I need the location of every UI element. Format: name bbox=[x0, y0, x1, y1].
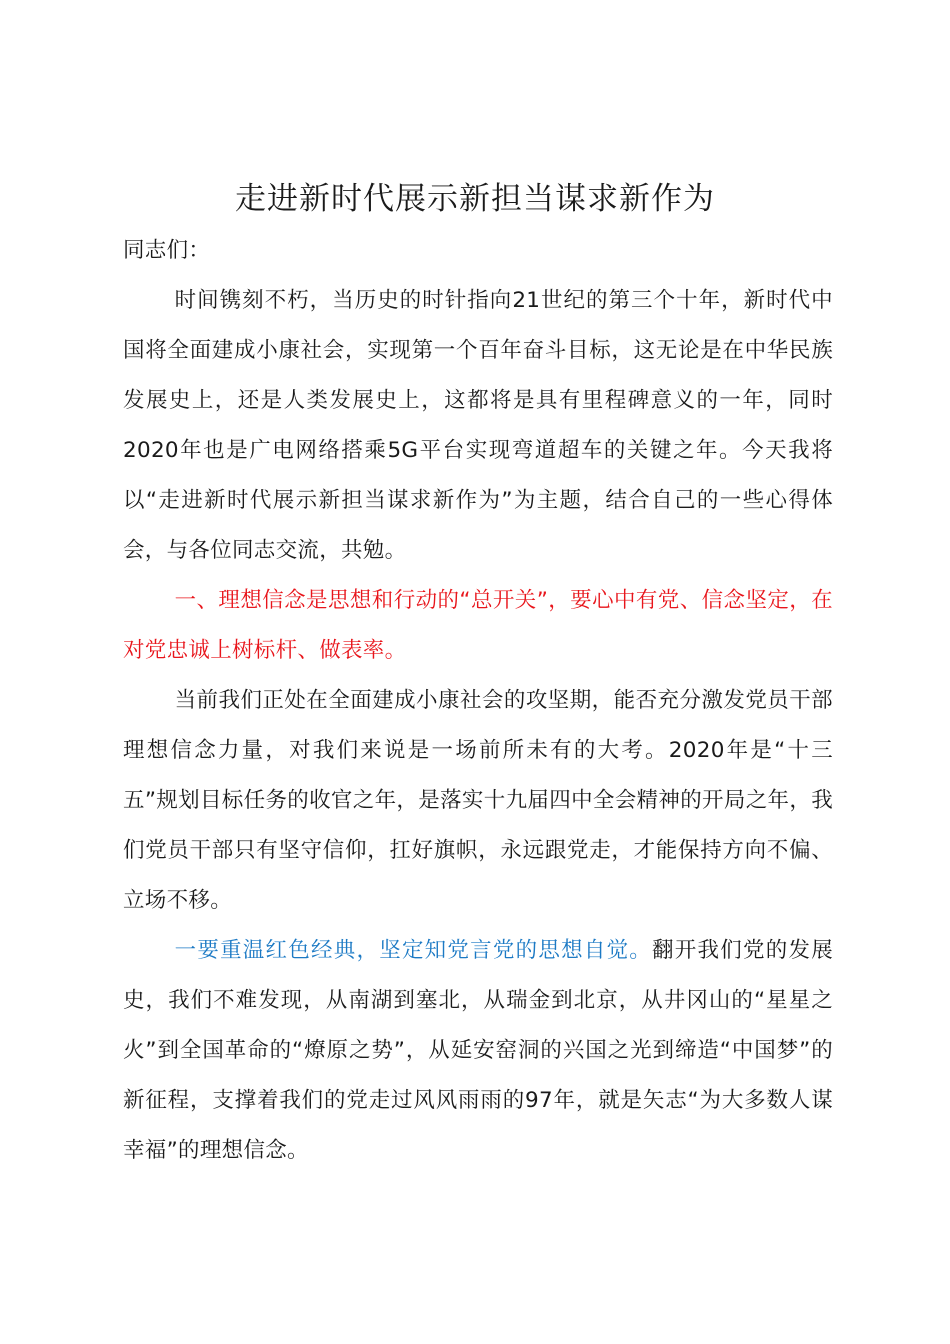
section-heading-1: 一、理想信念是思想和行动的“总开关”，要心中有党、信念坚定，在对党忠诚上树标杆、做表率。 bbox=[123, 588, 833, 663]
document-title: 走进新时代展示新担当谋求新作为 bbox=[235, 181, 715, 217]
point-1-lead: 一要重温红色经典，坚定知党言党的思想自觉。 bbox=[174, 938, 653, 963]
paragraph-section-1: 当前我们正处在全面建成小康社会的攻坚期，能否充分激发党员干部理想信念力量，对我们来说是一场前所未有的大考。2020年是“十三五”规划目标任务的收官之年，是落实十九届四中全会精神的开局之年，我们党员干部只有坚守信仰，扛好旗帜，永远跟党走，才能保持方向不偏、立场不移。 bbox=[123, 688, 833, 913]
paragraph-intro: 时间镌刻不朽，当历史的时针指向21世纪的第三个十年，新时代中国将全面建成小康社会，实现第一个百年奋斗目标，这无论是在中华民族发展史上，还是人类发展史上，这都将是具有里程碑意义的一年，同时2020年也是广电网络搭乘5G平台实现弯道超车的关键之年。今天我将以“走进新时代展示新担当谋求新作为”为主题，结合自己的一些心得体会，与各位同志交流，共勉。 bbox=[123, 288, 833, 563]
paragraph-point-1 bbox=[123, 926, 833, 1176]
document-body bbox=[123, 226, 833, 1176]
salutation: 同志们： bbox=[123, 238, 211, 263]
point-1-text: 翻开我们党的发展史，我们不难发现，从南湖到塞北，从瑞金到北京，从井冈山的“星星之火”到全国革命的“燎原之势”，从延安窑洞的兴国之光到缔造“中国梦”的新征程，支撑着我们的党走过风风雨雨的97年，就是矢志“为大多数人谋幸福”的理想信念。 bbox=[123, 938, 833, 1163]
